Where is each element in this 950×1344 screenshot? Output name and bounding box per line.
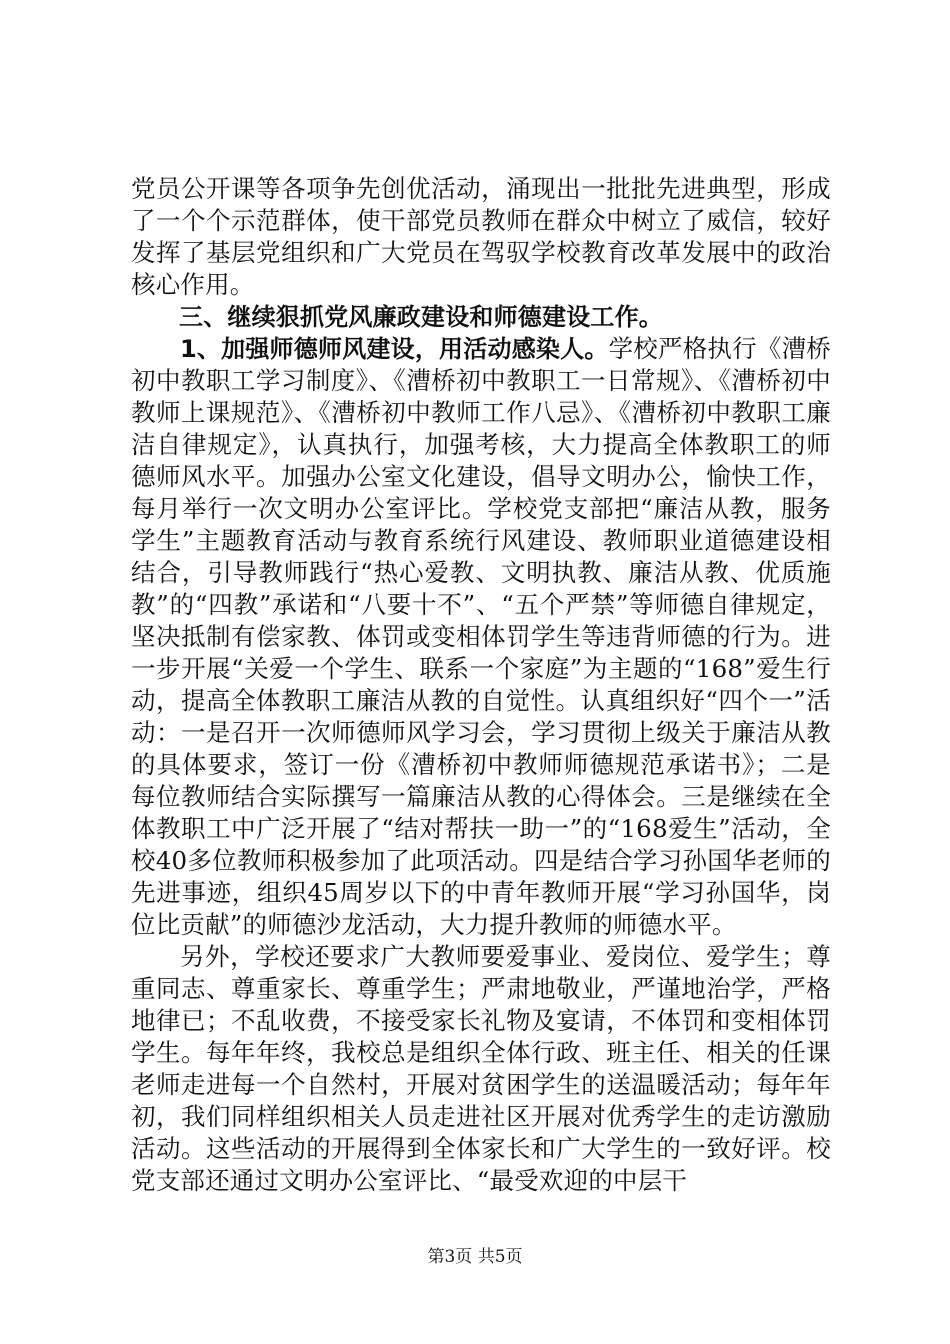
paragraph-item-1 [131, 333, 831, 941]
paragraph-continued: 党员公开课等各项争先创优活动，涌现出一批批先进典型，形成了一个个示范群体，使干部党员教师在群众中树立了威信，较好发挥了基层党组织和广大党员在驾驭学校教育改革发展中的政治核心作用。 [131, 174, 831, 299]
paragraph-other: 另外，学校还要求广大教师要爱事业、爱岗位、爱学生；尊重同志、尊重家长、尊重学生；严肃地敬业，严谨地治学，严格地律已；不乱收费，不接受家长礼物及宴请，不体罚和变相体罚学生。每年年终，我校总是组织全体行政、班主任、相关的任课老师走进每一个自然村，开展对贫困学生的送温暖活动；每年年初，我们同样组织相关人员走进社区开展对优秀学生的走访激励活动。这些活动的开展得到全体家长和广大学生的一致好评。校党支部还通过文明办公室评比、“最受欢迎的中层干 [131, 942, 831, 1195]
document-body [131, 173, 831, 1197]
item-1-body: 学校严格执行《漕桥初中教职工学习制度》、《漕桥初中教职工一日常规》、《漕桥初中教师上课规范》、《漕桥初中教师工作八忌》、《漕桥初中教职工廉洁自律规定》，认真执行，加强考核，大力提高全体教职工的师德师风水平。加强办公室文化建设，倡导文明办公，愉快工作，每月举行一次文明办公室评比。学校党支部把“廉洁从教，服务学生”主题教育活动与教育系统行风建设、教师职业道德建设相结合，引导教师践行“热心爱教、文明执教、廉洁从教、优质施教”的“四教”承诺和“八要十不”、“五个严禁”等师德自律规定，坚决抵制有偿家教、体罚或变相体罚学生等违背师德的行为。进一步开展“关爱一个学生、联系一个家庭”为主题的“168”爱生行动，提高全体教职工廉洁从教的自觉性。认真组织好“四个一”活动：一是召开一次师德师风学习会，学习贯彻上级关于廉洁从教的具体要求，签订一份《漕桥初中教师师德规范承诺书》；二是每位教师结合实际撰写一篇廉洁从教的心得体会。三是继续在全体教职工中广泛开展了“结对帮扶一助一”的“168爱生”活动，全校40多位教师积极参加了此项活动。四是结合学习孙国华老师的先进事迹，组织45周岁以下的中青年教师开展“学习孙国华，岗位比贡献”的师德沙龙活动，大力提升教师的师德水平。 [131, 334, 831, 939]
item-1-lead: 1、加强师德师风建设，用活动感染人。 [180, 335, 609, 363]
page-footer: 第3页 共5页 [427, 1247, 523, 1267]
section-heading: 三、继续狠抓党风廉政建设和师德建设工作。 [179, 303, 663, 331]
